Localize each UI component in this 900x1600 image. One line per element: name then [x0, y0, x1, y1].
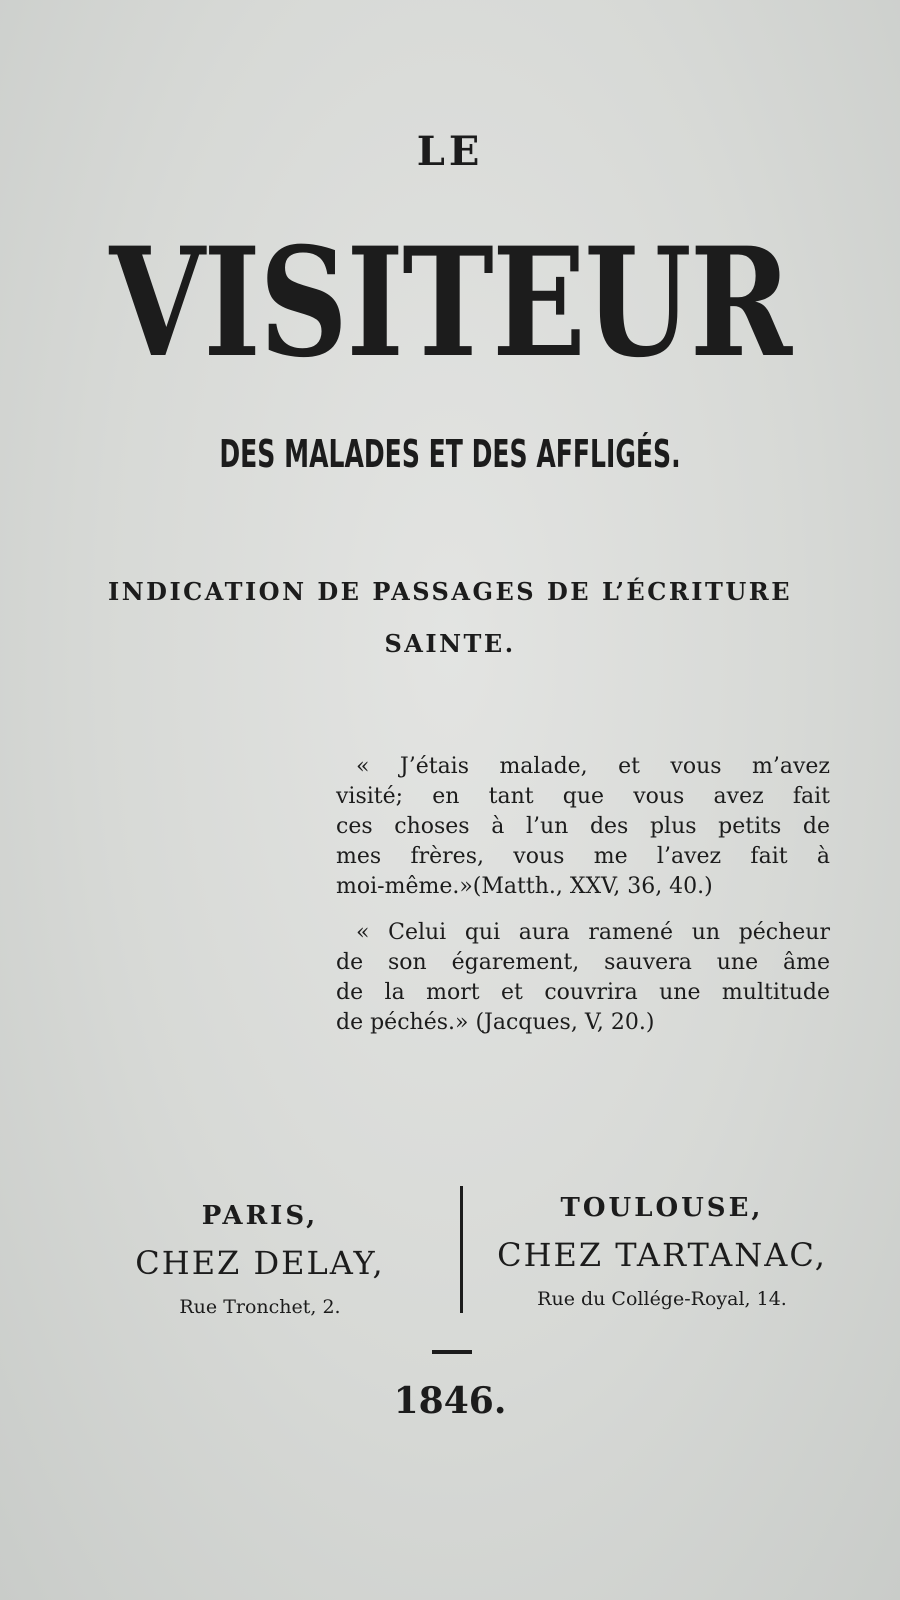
- epigraph-matthew: [336, 752, 830, 902]
- publisher-city: TOULOUSE,: [560, 1193, 764, 1223]
- epigraph-line: « Celui qui aura ramené un pécheur: [356, 920, 830, 945]
- publisher-divider: [460, 1186, 463, 1313]
- publisher-toulouse: [492, 1188, 832, 1316]
- epigraph-jacques: [336, 918, 830, 1038]
- publication-year: 1846.: [393, 1380, 507, 1422]
- epigraph-line: moi-même.»(Matth., XXV, 36, 40.): [336, 874, 713, 899]
- title-article: LE: [416, 128, 484, 175]
- epigraph-line: de son égarement, sauvera une âme: [336, 950, 830, 975]
- epigraph-line: de la mort et couvrira une multitude: [336, 980, 830, 1005]
- year-rule: [432, 1350, 472, 1354]
- indication-line-1: INDICATION DE PASSAGES DE L’ÉCRITURE: [107, 577, 793, 606]
- publisher-name: CHEZ TARTANAC,: [497, 1236, 827, 1274]
- epigraph-line: visité; en tant que vous avez fait: [336, 784, 830, 809]
- epigraph-line: « J’étais malade, et vous m’avez: [356, 754, 830, 779]
- indication-heading: [0, 566, 900, 670]
- publisher-address: Rue du Collége-Royal, 14.: [537, 1288, 787, 1310]
- epigraph-line: mes frères, vous me l’avez fait à: [336, 844, 830, 869]
- publisher-city: PARIS,: [201, 1201, 319, 1231]
- epigraph-line: ces choses à l’un des plus petits de: [336, 814, 830, 839]
- publisher-address: Rue Tronchet, 2.: [179, 1296, 341, 1318]
- subtitle: DES MALADES ET DES AFFLIGÉS.: [219, 432, 681, 476]
- epigraph-line: de péchés.» (Jacques, V, 20.): [336, 1010, 655, 1035]
- publisher-name: CHEZ DELAY,: [135, 1244, 385, 1282]
- publisher-paris: [105, 1196, 415, 1324]
- main-title: VISITEUR: [109, 215, 791, 391]
- indication-line-2: SAINTE.: [384, 629, 516, 658]
